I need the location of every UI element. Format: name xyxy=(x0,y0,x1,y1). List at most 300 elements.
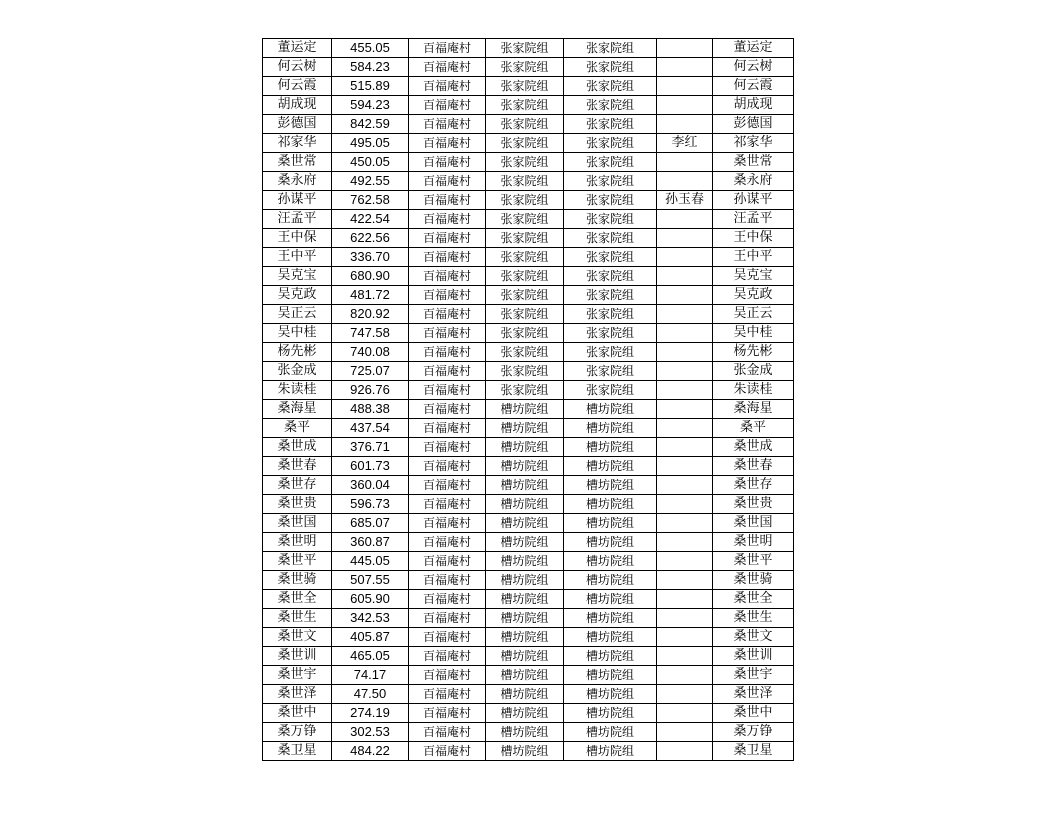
subgroup-cell: 槽坊院组 xyxy=(564,533,657,552)
group-cell: 槽坊院组 xyxy=(486,723,564,742)
subgroup-cell: 张家院组 xyxy=(564,305,657,324)
table-row xyxy=(263,419,794,438)
amount-cell: 820.92 xyxy=(332,305,409,324)
name-cell: 桑世明 xyxy=(263,533,332,552)
agent-cell xyxy=(657,343,713,362)
payee-cell: 胡成现 xyxy=(713,96,794,115)
table-row xyxy=(263,704,794,723)
subgroup-cell: 张家院组 xyxy=(564,248,657,267)
group-cell: 槽坊院组 xyxy=(486,400,564,419)
village-cell: 百福庵村 xyxy=(409,39,486,58)
agent-cell: 李红 xyxy=(657,134,713,153)
group-cell: 槽坊院组 xyxy=(486,533,564,552)
amount-cell: 437.54 xyxy=(332,419,409,438)
amount-cell: 762.58 xyxy=(332,191,409,210)
amount-cell: 455.05 xyxy=(332,39,409,58)
village-cell: 百福庵村 xyxy=(409,210,486,229)
amount-cell: 481.72 xyxy=(332,286,409,305)
village-cell: 百福庵村 xyxy=(409,495,486,514)
name-cell: 桑世成 xyxy=(263,438,332,457)
table-row xyxy=(263,457,794,476)
amount-cell: 507.55 xyxy=(332,571,409,590)
name-cell: 桑万铮 xyxy=(263,723,332,742)
village-cell: 百福庵村 xyxy=(409,476,486,495)
name-cell: 桑卫星 xyxy=(263,742,332,761)
table-row xyxy=(263,723,794,742)
village-cell: 百福庵村 xyxy=(409,191,486,210)
name-cell: 桑海星 xyxy=(263,400,332,419)
agent-cell xyxy=(657,666,713,685)
table-row xyxy=(263,666,794,685)
agent-cell xyxy=(657,96,713,115)
payee-cell: 桑世训 xyxy=(713,647,794,666)
payee-cell: 汪孟平 xyxy=(713,210,794,229)
table-row xyxy=(263,438,794,457)
amount-cell: 601.73 xyxy=(332,457,409,476)
payee-cell: 桑世存 xyxy=(713,476,794,495)
agent-cell xyxy=(657,58,713,77)
village-cell: 百福庵村 xyxy=(409,704,486,723)
amount-cell: 47.50 xyxy=(332,685,409,704)
amount-cell: 74.17 xyxy=(332,666,409,685)
village-cell: 百福庵村 xyxy=(409,77,486,96)
amount-cell: 747.58 xyxy=(332,324,409,343)
village-cell: 百福庵村 xyxy=(409,742,486,761)
payee-cell: 桑万铮 xyxy=(713,723,794,742)
amount-cell: 450.05 xyxy=(332,153,409,172)
name-cell: 桑世宇 xyxy=(263,666,332,685)
payee-cell: 吴克政 xyxy=(713,286,794,305)
village-cell: 百福庵村 xyxy=(409,134,486,153)
table-row xyxy=(263,742,794,761)
payee-cell: 桑世国 xyxy=(713,514,794,533)
table-row xyxy=(263,381,794,400)
agent-cell xyxy=(657,39,713,58)
village-cell: 百福庵村 xyxy=(409,628,486,647)
subgroup-cell: 张家院组 xyxy=(564,39,657,58)
group-cell: 张家院组 xyxy=(486,210,564,229)
agent-cell xyxy=(657,248,713,267)
subgroup-cell: 槽坊院组 xyxy=(564,419,657,438)
name-cell: 桑世文 xyxy=(263,628,332,647)
subgroup-cell: 张家院组 xyxy=(564,77,657,96)
subgroup-cell: 张家院组 xyxy=(564,343,657,362)
group-cell: 槽坊院组 xyxy=(486,628,564,647)
payee-cell: 董运定 xyxy=(713,39,794,58)
payee-cell: 桑世贵 xyxy=(713,495,794,514)
table-row xyxy=(263,362,794,381)
amount-cell: 484.22 xyxy=(332,742,409,761)
group-cell: 槽坊院组 xyxy=(486,552,564,571)
table-row xyxy=(263,286,794,305)
subsidy-table xyxy=(262,38,794,761)
table-row xyxy=(263,343,794,362)
payee-cell: 张金成 xyxy=(713,362,794,381)
group-cell: 槽坊院组 xyxy=(486,666,564,685)
name-cell: 王中平 xyxy=(263,248,332,267)
agent-cell xyxy=(657,742,713,761)
agent-cell xyxy=(657,153,713,172)
village-cell: 百福庵村 xyxy=(409,267,486,286)
payee-cell: 孙谋平 xyxy=(713,191,794,210)
group-cell: 张家院组 xyxy=(486,381,564,400)
payee-cell: 王中保 xyxy=(713,229,794,248)
subgroup-cell: 槽坊院组 xyxy=(564,590,657,609)
group-cell: 槽坊院组 xyxy=(486,476,564,495)
agent-cell xyxy=(657,362,713,381)
table-row xyxy=(263,533,794,552)
amount-cell: 685.07 xyxy=(332,514,409,533)
subgroup-cell: 槽坊院组 xyxy=(564,457,657,476)
agent-cell xyxy=(657,647,713,666)
name-cell: 桑平 xyxy=(263,419,332,438)
name-cell: 桑世春 xyxy=(263,457,332,476)
amount-cell: 274.19 xyxy=(332,704,409,723)
name-cell: 朱读桂 xyxy=(263,381,332,400)
payee-cell: 桑世泽 xyxy=(713,685,794,704)
agent-cell xyxy=(657,571,713,590)
payee-cell: 朱读桂 xyxy=(713,381,794,400)
payee-cell: 杨先彬 xyxy=(713,343,794,362)
subgroup-cell: 张家院组 xyxy=(564,153,657,172)
subgroup-cell: 槽坊院组 xyxy=(564,628,657,647)
payee-cell: 吴中桂 xyxy=(713,324,794,343)
amount-cell: 740.08 xyxy=(332,343,409,362)
name-cell: 桑世全 xyxy=(263,590,332,609)
subgroup-cell: 张家院组 xyxy=(564,191,657,210)
amount-cell: 422.54 xyxy=(332,210,409,229)
village-cell: 百福庵村 xyxy=(409,248,486,267)
subgroup-cell: 槽坊院组 xyxy=(564,514,657,533)
payee-cell: 桑世骑 xyxy=(713,571,794,590)
name-cell: 杨先彬 xyxy=(263,343,332,362)
group-cell: 槽坊院组 xyxy=(486,571,564,590)
amount-cell: 605.90 xyxy=(332,590,409,609)
payee-cell: 何云霞 xyxy=(713,77,794,96)
agent-cell xyxy=(657,210,713,229)
subgroup-cell: 槽坊院组 xyxy=(564,476,657,495)
payee-cell: 桑世全 xyxy=(713,590,794,609)
subgroup-cell: 张家院组 xyxy=(564,134,657,153)
village-cell: 百福庵村 xyxy=(409,514,486,533)
subgroup-cell: 张家院组 xyxy=(564,172,657,191)
group-cell: 槽坊院组 xyxy=(486,685,564,704)
subgroup-cell: 张家院组 xyxy=(564,381,657,400)
name-cell: 吴克宝 xyxy=(263,267,332,286)
amount-cell: 342.53 xyxy=(332,609,409,628)
table-row xyxy=(263,153,794,172)
agent-cell xyxy=(657,552,713,571)
payee-cell: 桑海星 xyxy=(713,400,794,419)
subgroup-cell: 张家院组 xyxy=(564,362,657,381)
agent-cell xyxy=(657,305,713,324)
group-cell: 张家院组 xyxy=(486,96,564,115)
village-cell: 百福庵村 xyxy=(409,96,486,115)
subgroup-cell: 槽坊院组 xyxy=(564,438,657,457)
payee-cell: 桑世宇 xyxy=(713,666,794,685)
village-cell: 百福庵村 xyxy=(409,115,486,134)
subgroup-cell: 槽坊院组 xyxy=(564,723,657,742)
table-row xyxy=(263,609,794,628)
agent-cell xyxy=(657,685,713,704)
subgroup-cell: 张家院组 xyxy=(564,96,657,115)
amount-cell: 360.04 xyxy=(332,476,409,495)
name-cell: 何云树 xyxy=(263,58,332,77)
amount-cell: 680.90 xyxy=(332,267,409,286)
group-cell: 张家院组 xyxy=(486,39,564,58)
village-cell: 百福庵村 xyxy=(409,362,486,381)
village-cell: 百福庵村 xyxy=(409,229,486,248)
village-cell: 百福庵村 xyxy=(409,172,486,191)
agent-cell xyxy=(657,609,713,628)
table-row xyxy=(263,77,794,96)
village-cell: 百福庵村 xyxy=(409,58,486,77)
payee-cell: 彭德国 xyxy=(713,115,794,134)
name-cell: 彭德国 xyxy=(263,115,332,134)
name-cell: 桑世生 xyxy=(263,609,332,628)
village-cell: 百福庵村 xyxy=(409,324,486,343)
amount-cell: 488.38 xyxy=(332,400,409,419)
table-row xyxy=(263,58,794,77)
subgroup-cell: 张家院组 xyxy=(564,267,657,286)
payee-cell: 桑世春 xyxy=(713,457,794,476)
payee-cell: 桑世中 xyxy=(713,704,794,723)
table-row xyxy=(263,229,794,248)
group-cell: 槽坊院组 xyxy=(486,647,564,666)
table-row xyxy=(263,39,794,58)
name-cell: 胡成现 xyxy=(263,96,332,115)
agent-cell xyxy=(657,400,713,419)
village-cell: 百福庵村 xyxy=(409,438,486,457)
agent-cell xyxy=(657,324,713,343)
table-row xyxy=(263,685,794,704)
village-cell: 百福庵村 xyxy=(409,666,486,685)
subgroup-cell: 张家院组 xyxy=(564,324,657,343)
group-cell: 槽坊院组 xyxy=(486,495,564,514)
agent-cell xyxy=(657,476,713,495)
group-cell: 张家院组 xyxy=(486,248,564,267)
group-cell: 张家院组 xyxy=(486,153,564,172)
group-cell: 张家院组 xyxy=(486,115,564,134)
amount-cell: 596.73 xyxy=(332,495,409,514)
group-cell: 张家院组 xyxy=(486,191,564,210)
group-cell: 槽坊院组 xyxy=(486,457,564,476)
agent-cell xyxy=(657,514,713,533)
group-cell: 张家院组 xyxy=(486,324,564,343)
group-cell: 槽坊院组 xyxy=(486,609,564,628)
name-cell: 汪孟平 xyxy=(263,210,332,229)
group-cell: 槽坊院组 xyxy=(486,704,564,723)
group-cell: 张家院组 xyxy=(486,229,564,248)
group-cell: 张家院组 xyxy=(486,134,564,153)
agent-cell xyxy=(657,533,713,552)
agent-cell xyxy=(657,172,713,191)
village-cell: 百福庵村 xyxy=(409,286,486,305)
village-cell: 百福庵村 xyxy=(409,457,486,476)
table-row xyxy=(263,191,794,210)
table-row xyxy=(263,172,794,191)
name-cell: 董运定 xyxy=(263,39,332,58)
group-cell: 槽坊院组 xyxy=(486,514,564,533)
amount-cell: 465.05 xyxy=(332,647,409,666)
agent-cell xyxy=(657,115,713,134)
name-cell: 桑永府 xyxy=(263,172,332,191)
amount-cell: 725.07 xyxy=(332,362,409,381)
amount-cell: 584.23 xyxy=(332,58,409,77)
payee-cell: 桑世成 xyxy=(713,438,794,457)
amount-cell: 492.55 xyxy=(332,172,409,191)
table-row xyxy=(263,267,794,286)
group-cell: 张家院组 xyxy=(486,267,564,286)
amount-cell: 336.70 xyxy=(332,248,409,267)
agent-cell: 孙玉春 xyxy=(657,191,713,210)
table-row xyxy=(263,305,794,324)
agent-cell xyxy=(657,419,713,438)
table-row xyxy=(263,476,794,495)
payee-cell: 桑世常 xyxy=(713,153,794,172)
group-cell: 张家院组 xyxy=(486,58,564,77)
payee-cell: 吴正云 xyxy=(713,305,794,324)
payee-cell: 桑世生 xyxy=(713,609,794,628)
name-cell: 桑世存 xyxy=(263,476,332,495)
amount-cell: 360.87 xyxy=(332,533,409,552)
name-cell: 桑世贵 xyxy=(263,495,332,514)
subgroup-cell: 槽坊院组 xyxy=(564,400,657,419)
group-cell: 张家院组 xyxy=(486,77,564,96)
village-cell: 百福庵村 xyxy=(409,685,486,704)
name-cell: 桑世国 xyxy=(263,514,332,533)
subgroup-cell: 张家院组 xyxy=(564,286,657,305)
agent-cell xyxy=(657,229,713,248)
payee-cell: 何云树 xyxy=(713,58,794,77)
name-cell: 桑世泽 xyxy=(263,685,332,704)
table-row xyxy=(263,514,794,533)
table-row xyxy=(263,628,794,647)
village-cell: 百福庵村 xyxy=(409,609,486,628)
agent-cell xyxy=(657,286,713,305)
village-cell: 百福庵村 xyxy=(409,533,486,552)
subgroup-cell: 槽坊院组 xyxy=(564,666,657,685)
table-row xyxy=(263,210,794,229)
name-cell: 桑世训 xyxy=(263,647,332,666)
group-cell: 张家院组 xyxy=(486,362,564,381)
name-cell: 张金成 xyxy=(263,362,332,381)
village-cell: 百福庵村 xyxy=(409,571,486,590)
subgroup-cell: 槽坊院组 xyxy=(564,571,657,590)
agent-cell xyxy=(657,438,713,457)
payee-cell: 桑永府 xyxy=(713,172,794,191)
village-cell: 百福庵村 xyxy=(409,400,486,419)
name-cell: 桑世平 xyxy=(263,552,332,571)
subgroup-cell: 槽坊院组 xyxy=(564,742,657,761)
amount-cell: 302.53 xyxy=(332,723,409,742)
subgroup-cell: 槽坊院组 xyxy=(564,609,657,628)
agent-cell xyxy=(657,267,713,286)
payee-cell: 桑世明 xyxy=(713,533,794,552)
table-row xyxy=(263,134,794,153)
amount-cell: 842.59 xyxy=(332,115,409,134)
name-cell: 吴中桂 xyxy=(263,324,332,343)
group-cell: 槽坊院组 xyxy=(486,438,564,457)
village-cell: 百福庵村 xyxy=(409,590,486,609)
agent-cell xyxy=(657,704,713,723)
name-cell: 吴克政 xyxy=(263,286,332,305)
table-row xyxy=(263,248,794,267)
table-row xyxy=(263,571,794,590)
village-cell: 百福庵村 xyxy=(409,343,486,362)
group-cell: 张家院组 xyxy=(486,172,564,191)
village-cell: 百福庵村 xyxy=(409,419,486,438)
subgroup-cell: 张家院组 xyxy=(564,229,657,248)
table-body xyxy=(263,39,794,761)
table-row xyxy=(263,324,794,343)
agent-cell xyxy=(657,590,713,609)
agent-cell xyxy=(657,457,713,476)
subgroup-cell: 槽坊院组 xyxy=(564,495,657,514)
payee-cell: 桑卫星 xyxy=(713,742,794,761)
village-cell: 百福庵村 xyxy=(409,552,486,571)
name-cell: 何云霞 xyxy=(263,77,332,96)
table-row xyxy=(263,495,794,514)
payee-cell: 吴克宝 xyxy=(713,267,794,286)
payee-cell: 祁家华 xyxy=(713,134,794,153)
group-cell: 张家院组 xyxy=(486,305,564,324)
name-cell: 桑世常 xyxy=(263,153,332,172)
name-cell: 吴正云 xyxy=(263,305,332,324)
agent-cell xyxy=(657,628,713,647)
village-cell: 百福庵村 xyxy=(409,305,486,324)
subgroup-cell: 槽坊院组 xyxy=(564,552,657,571)
subgroup-cell: 张家院组 xyxy=(564,115,657,134)
village-cell: 百福庵村 xyxy=(409,153,486,172)
amount-cell: 926.76 xyxy=(332,381,409,400)
payee-cell: 王中平 xyxy=(713,248,794,267)
subgroup-cell: 张家院组 xyxy=(564,58,657,77)
name-cell: 桑世中 xyxy=(263,704,332,723)
table-row xyxy=(263,647,794,666)
village-cell: 百福庵村 xyxy=(409,723,486,742)
table-row xyxy=(263,400,794,419)
group-cell: 槽坊院组 xyxy=(486,742,564,761)
name-cell: 桑世骑 xyxy=(263,571,332,590)
amount-cell: 515.89 xyxy=(332,77,409,96)
agent-cell xyxy=(657,723,713,742)
amount-cell: 445.05 xyxy=(332,552,409,571)
payee-cell: 桑世平 xyxy=(713,552,794,571)
table-row xyxy=(263,115,794,134)
subgroup-cell: 槽坊院组 xyxy=(564,704,657,723)
table-row xyxy=(263,552,794,571)
agent-cell xyxy=(657,381,713,400)
amount-cell: 495.05 xyxy=(332,134,409,153)
subgroup-cell: 槽坊院组 xyxy=(564,685,657,704)
table-row xyxy=(263,96,794,115)
village-cell: 百福庵村 xyxy=(409,381,486,400)
table-row xyxy=(263,590,794,609)
amount-cell: 594.23 xyxy=(332,96,409,115)
group-cell: 张家院组 xyxy=(486,343,564,362)
amount-cell: 376.71 xyxy=(332,438,409,457)
amount-cell: 622.56 xyxy=(332,229,409,248)
subgroup-cell: 槽坊院组 xyxy=(564,647,657,666)
payee-cell: 桑世文 xyxy=(713,628,794,647)
agent-cell xyxy=(657,77,713,96)
group-cell: 槽坊院组 xyxy=(486,419,564,438)
agent-cell xyxy=(657,495,713,514)
name-cell: 王中保 xyxy=(263,229,332,248)
payee-cell: 桑平 xyxy=(713,419,794,438)
subgroup-cell: 张家院组 xyxy=(564,210,657,229)
